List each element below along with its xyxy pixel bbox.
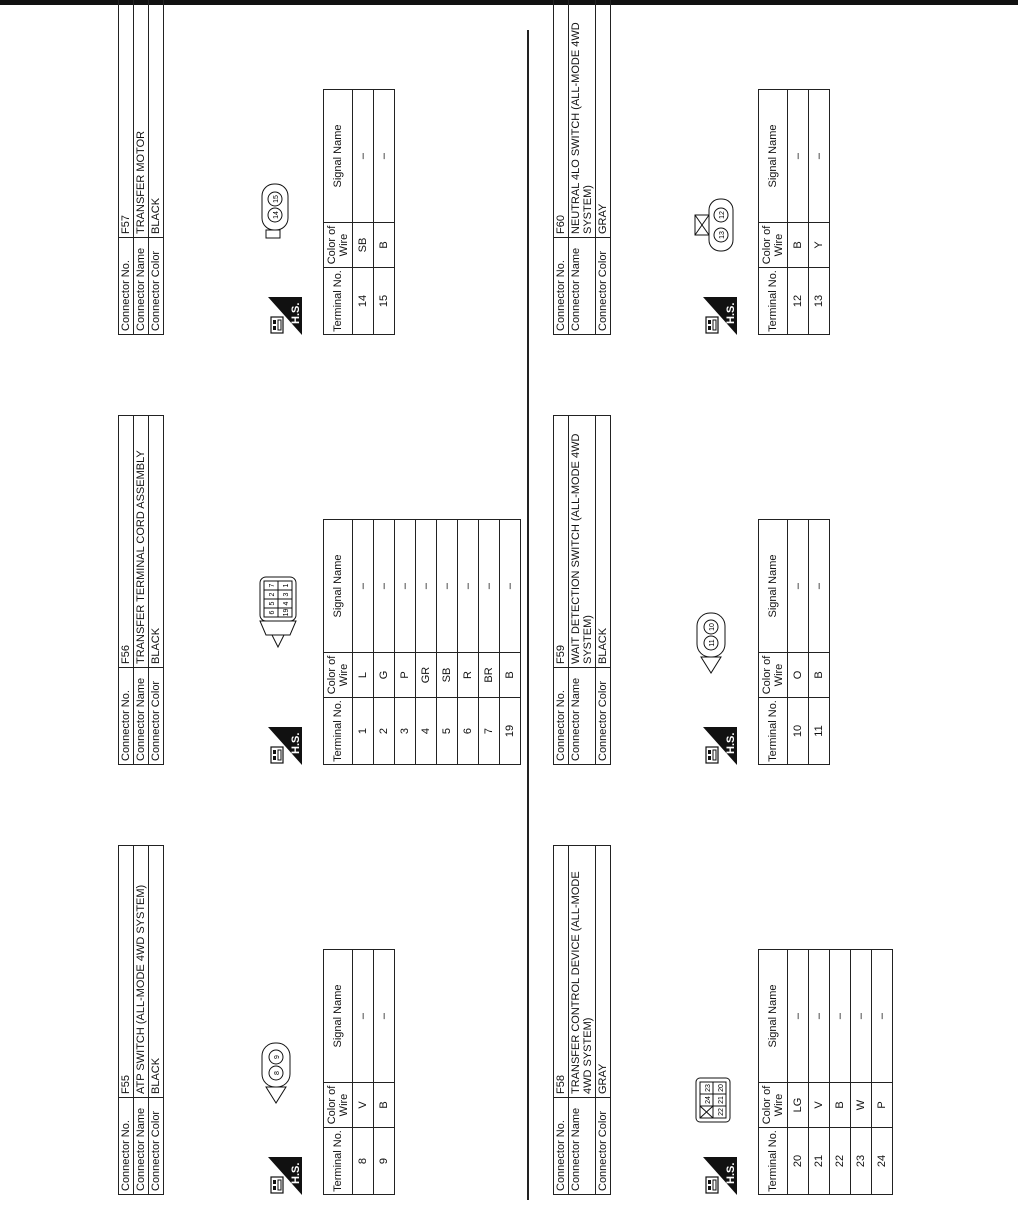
signal-name-header: Signal Name (759, 950, 788, 1083)
terminal-row (851, 950, 872, 1195)
svg-text:23: 23 (705, 1084, 712, 1092)
svg-text:H.S.: H.S. (290, 302, 302, 324)
connector-panel-content (118, 845, 598, 1195)
svg-text:H.S.: H.S. (290, 1162, 302, 1184)
connector-no-label: Connector No. (554, 1098, 569, 1195)
connector-f57-diagram (258, 180, 294, 240)
wire-color: B (830, 1083, 851, 1128)
svg-text:13: 13 (719, 231, 726, 239)
wire-color-header-line1: Color of (326, 225, 338, 265)
connector-panel-content (118, 0, 598, 335)
signal-name-header: Signal Name (324, 520, 353, 653)
terminal-no: 22 (830, 1128, 851, 1195)
connector-no-label: Connector No. (554, 238, 569, 335)
wire-color: O (788, 653, 809, 698)
terminal-no: 9 (374, 1128, 395, 1195)
terminal-no: 15 (374, 268, 395, 335)
terminal-no: 12 (788, 268, 809, 335)
wire-color-header-line2: Wire (773, 1093, 785, 1117)
connector-color-value: GRAY (596, 846, 611, 1098)
terminal-no: 7 (479, 698, 500, 765)
signal-name: – (374, 90, 395, 223)
terminal-no-header: Terminal No. (759, 268, 788, 335)
connector-color-label: Connector Color (596, 238, 611, 335)
svg-text:21: 21 (718, 1096, 725, 1104)
svg-text:H.S.: H.S. (725, 732, 737, 754)
connector-name-label: Connector Name (134, 1098, 149, 1195)
svg-text:9: 9 (274, 1055, 281, 1059)
connector-panel-content (118, 415, 598, 765)
harness-side-icon (703, 297, 737, 335)
svg-text:5: 5 (269, 601, 276, 606)
terminal-row (809, 950, 830, 1195)
signal-name: – (353, 90, 374, 223)
connector-no-label: Connector No. (119, 668, 134, 765)
svg-text:7: 7 (269, 583, 276, 588)
signal-name: – (374, 950, 395, 1083)
wire-color: B (788, 223, 809, 268)
wire-color-header-line1: Color of (761, 655, 773, 695)
svg-text:19: 19 (283, 608, 290, 617)
terminal-table (758, 89, 830, 335)
connector-f5x-diagram (258, 1039, 294, 1105)
wire-color: W (851, 1083, 872, 1128)
connector-name-value: NEUTRAL 4LO SWITCH (ALL-MODE 4WD SYSTEM) (569, 0, 596, 238)
svg-text:8: 8 (274, 1071, 281, 1075)
svg-text:11: 11 (709, 639, 716, 647)
wire-color: LG (788, 1083, 809, 1128)
harness-side-icon (268, 297, 302, 335)
connector-color-label: Connector Color (149, 238, 164, 335)
terminal-row (830, 950, 851, 1195)
terminal-table (323, 89, 395, 335)
wire-color-header (759, 653, 788, 698)
terminal-row (872, 950, 893, 1195)
wire-color-header-line2: Wire (338, 233, 350, 257)
connector-no-value: F58 (554, 846, 569, 1098)
svg-text:4: 4 (283, 601, 290, 606)
wire-color: B (374, 1083, 395, 1128)
terminal-no: 13 (809, 268, 830, 335)
connector-color-label: Connector Color (596, 668, 611, 765)
signal-name: – (809, 950, 830, 1083)
terminal-row (416, 520, 437, 765)
wire-color-header-line2: Wire (773, 233, 785, 257)
signal-name: – (374, 520, 395, 653)
svg-text:H.S.: H.S. (725, 302, 737, 324)
terminal-row (437, 520, 458, 765)
signal-name: – (395, 520, 416, 653)
terminal-no: 8 (353, 1128, 374, 1195)
svg-text:6: 6 (269, 610, 276, 615)
terminal-row (500, 520, 521, 765)
signal-name: – (458, 520, 479, 653)
wire-color: B (500, 653, 521, 698)
connector-header-table (553, 415, 611, 765)
terminal-no: 6 (458, 698, 479, 765)
signal-name: – (500, 520, 521, 653)
svg-text:15: 15 (273, 195, 280, 203)
connector-panel-content (553, 0, 1018, 335)
terminal-no: 2 (374, 698, 395, 765)
connector-name-label: Connector Name (134, 238, 149, 335)
wire-color-header (324, 1083, 353, 1128)
terminal-no-header: Terminal No. (324, 268, 353, 335)
svg-text:3: 3 (283, 592, 290, 597)
signal-name: – (809, 90, 830, 223)
wire-color-header (759, 223, 788, 268)
connector-header-table (118, 0, 164, 335)
svg-text:H.S.: H.S. (290, 732, 302, 754)
svg-text:10: 10 (709, 623, 716, 631)
signal-name: – (872, 950, 893, 1083)
wire-color: P (395, 653, 416, 698)
terminal-no-header: Terminal No. (324, 1128, 353, 1195)
connector-name-label: Connector Name (134, 668, 149, 765)
connector-color-label: Connector Color (149, 668, 164, 765)
terminal-table (758, 949, 893, 1195)
wire-color-header-line2: Wire (338, 663, 350, 687)
svg-text:24: 24 (705, 1096, 712, 1104)
terminal-row (374, 90, 395, 335)
wire-color: L (353, 653, 374, 698)
terminal-no: 3 (395, 698, 416, 765)
connector-color-value: GRAY (596, 0, 611, 238)
wire-color-header-line1: Color of (326, 1085, 338, 1125)
terminal-no: 1 (353, 698, 374, 765)
connector-panel-content (553, 845, 1018, 1195)
terminal-row (353, 950, 374, 1195)
wire-color: SB (437, 653, 458, 698)
terminal-row (374, 520, 395, 765)
connector-f5x-diagram (693, 609, 729, 675)
wire-color: P (872, 1083, 893, 1128)
terminal-no: 10 (788, 698, 809, 765)
wire-color-header-line1: Color of (761, 225, 773, 265)
wire-color-header-line1: Color of (326, 655, 338, 695)
harness-side-icon (268, 727, 302, 765)
terminal-row (479, 520, 500, 765)
connector-name-value: TRANSFER CONTROL DEVICE (ALL-MODE 4WD SYSTEM) (569, 846, 596, 1098)
wire-color: BR (479, 653, 500, 698)
connector-no-label: Connector No. (119, 238, 134, 335)
signal-name: – (353, 950, 374, 1083)
svg-text:12: 12 (719, 211, 726, 219)
wire-color: R (458, 653, 479, 698)
terminal-no: 19 (500, 698, 521, 765)
signal-name-header: Signal Name (324, 90, 353, 223)
connector-color-label: Connector Color (596, 1098, 611, 1195)
connector-no-value: F56 (119, 416, 134, 668)
connector-no-value: F57 (119, 0, 134, 238)
wire-color: B (374, 223, 395, 268)
connector-name-label: Connector Name (569, 238, 596, 335)
signal-name-header: Signal Name (759, 90, 788, 223)
svg-text:1: 1 (283, 583, 290, 588)
connector-no-value: F59 (554, 416, 569, 668)
terminal-no: 21 (809, 1128, 830, 1195)
signal-name: – (788, 520, 809, 653)
terminal-row (353, 520, 374, 765)
terminal-table (323, 949, 395, 1195)
connector-color-value: BLACK (149, 0, 164, 238)
signal-name-header: Signal Name (324, 950, 353, 1083)
wire-color: V (353, 1083, 374, 1128)
signal-name: – (353, 520, 374, 653)
wire-color: SB (353, 223, 374, 268)
connector-color-value: BLACK (596, 416, 611, 668)
terminal-no: 4 (416, 698, 437, 765)
terminal-no: 11 (809, 698, 830, 765)
wire-color: GR (416, 653, 437, 698)
connector-name-label: Connector Name (569, 1098, 596, 1195)
terminal-no: 24 (872, 1128, 893, 1195)
wire-color-header (324, 223, 353, 268)
terminal-row (788, 520, 809, 765)
connector-panel-content (553, 415, 1018, 765)
svg-text:20: 20 (718, 1084, 725, 1092)
terminal-row (788, 950, 809, 1195)
connector-name-value: TRANSFER MOTOR (134, 0, 149, 238)
connector-header-table (553, 845, 611, 1195)
signal-name: – (788, 90, 809, 223)
terminal-no-header: Terminal No. (324, 698, 353, 765)
connector-header-table (118, 845, 164, 1195)
connector-name-value: WAIT DETECTION SWITCH (ALL-MODE 4WD SYSTEM) (569, 416, 596, 668)
connector-name-value: TRANSFER TERMINAL CORD ASSEMBLY (134, 416, 149, 668)
terminal-table (758, 519, 830, 765)
wire-color-header (759, 1083, 788, 1128)
wire-color-header (324, 653, 353, 698)
terminal-row (809, 90, 830, 335)
connector-f56-diagram (258, 573, 298, 655)
harness-side-icon (268, 1157, 302, 1195)
connector-f60-diagram (693, 195, 735, 255)
harness-side-icon (703, 1157, 737, 1195)
connector-color-label: Connector Color (149, 1098, 164, 1195)
terminal-row (374, 950, 395, 1195)
wire-color-header-line2: Wire (773, 663, 785, 687)
svg-text:14: 14 (273, 211, 280, 219)
wire-color-header-line2: Wire (338, 1093, 350, 1117)
connector-color-value: BLACK (149, 416, 164, 668)
connector-name-label: Connector Name (569, 668, 596, 765)
signal-name: – (830, 950, 851, 1083)
signal-name: – (479, 520, 500, 653)
connector-header-table (553, 0, 611, 335)
signal-name: – (788, 950, 809, 1083)
wire-color: V (809, 1083, 830, 1128)
connector-no-value: F55 (119, 846, 134, 1098)
connector-name-value: ATP SWITCH (ALL-MODE 4WD SYSTEM) (134, 846, 149, 1098)
connector-no-label: Connector No. (119, 1098, 134, 1195)
terminal-row (353, 90, 374, 335)
svg-text:H.S.: H.S. (725, 1162, 737, 1184)
terminal-table (323, 519, 521, 765)
wire-color: G (374, 653, 395, 698)
terminal-row (458, 520, 479, 765)
connector-no-value: F60 (554, 0, 569, 238)
terminal-no: 20 (788, 1128, 809, 1195)
signal-name: – (809, 520, 830, 653)
terminal-no-header: Terminal No. (759, 698, 788, 765)
signal-name: – (851, 950, 872, 1083)
connector-color-value: BLACK (149, 846, 164, 1098)
terminal-row (809, 520, 830, 765)
svg-text:22: 22 (718, 1108, 725, 1116)
signal-name-header: Signal Name (759, 520, 788, 653)
terminal-row (788, 90, 809, 335)
signal-name: – (437, 520, 458, 653)
connector-no-label: Connector No. (554, 668, 569, 765)
wire-color: Y (809, 223, 830, 268)
harness-side-icon (703, 727, 737, 765)
terminal-no: 23 (851, 1128, 872, 1195)
terminal-no-header: Terminal No. (759, 1128, 788, 1195)
wire-color-header-line1: Color of (761, 1085, 773, 1125)
terminal-no: 5 (437, 698, 458, 765)
connector-f58-diagram (693, 1075, 733, 1125)
wire-color: B (809, 653, 830, 698)
terminal-row (395, 520, 416, 765)
connector-header-table (118, 415, 164, 765)
terminal-no: 14 (353, 268, 374, 335)
signal-name: – (416, 520, 437, 653)
svg-text:2: 2 (269, 592, 276, 597)
